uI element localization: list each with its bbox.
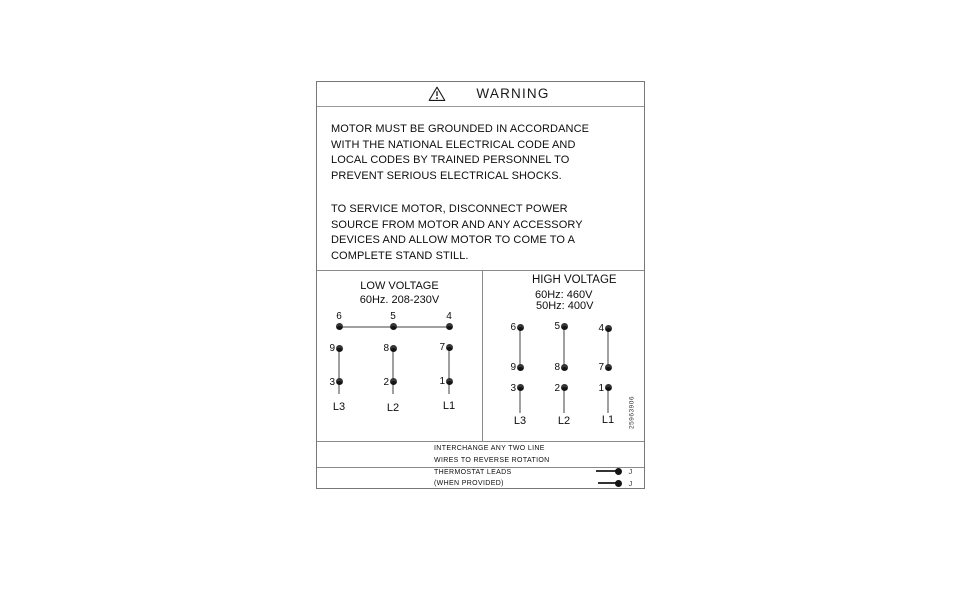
high-voltage-title: HIGH VOLTAGE (532, 274, 617, 286)
terminal-dot (561, 384, 568, 391)
paragraph-line: SOURCE FROM MOTOR AND ANY ACCESSORY (331, 218, 583, 231)
high-voltage-subtitle-60hz: 60Hz: 460V (535, 288, 593, 301)
terminal-number: 7 (598, 362, 604, 373)
paragraph-line: DEVICES AND ALLOW MOTOR TO COME TO A (331, 234, 576, 246)
wire-8-2-l2 (392, 348, 394, 394)
terminal-number: 6 (510, 322, 516, 333)
thermostat-leads-line2: (WHEN PROVIDED) (434, 479, 504, 487)
terminal-number: 7 (439, 342, 445, 353)
terminal-dot (517, 384, 524, 391)
footer-divider-1 (317, 441, 644, 442)
thermostat-leads-line1: THERMOSTAT LEADS (434, 469, 512, 476)
terminal-dot (517, 324, 524, 331)
thermostat-lead-label: J (628, 478, 633, 488)
warning-header (317, 82, 644, 107)
thermostat-lead-dot (615, 480, 622, 487)
line-label-l2: L2 (386, 401, 400, 414)
terminal-dot (605, 325, 612, 332)
wire-9-3-l3 (338, 348, 340, 394)
terminal-number: 1 (598, 382, 604, 394)
terminal-number: 3 (510, 382, 516, 394)
terminal-dot (390, 345, 397, 352)
line-label-l1: L1 (601, 413, 615, 426)
terminal-number: 4 (446, 311, 452, 322)
wire-4-7 (607, 327, 609, 367)
terminal-dot (446, 323, 453, 330)
terminal-number: 6 (336, 311, 342, 322)
line-label-l2: L2 (557, 415, 571, 427)
wire-5-8 (563, 327, 565, 367)
low-voltage-subtitle: 60Hz. 208-230V (359, 294, 440, 306)
terminal-number: 4 (598, 323, 604, 334)
footer-divider-2 (317, 467, 644, 468)
wire-6-9 (519, 327, 521, 367)
grounding-warning-paragraph (331, 122, 589, 184)
terminal-number: 1 (439, 376, 445, 387)
rotation-note-line2: WIRES TO REVERSE ROTATION (434, 456, 550, 464)
section-divider-vertical (482, 270, 483, 441)
terminal-dot (446, 344, 453, 351)
terminal-number: 9 (510, 362, 516, 373)
paragraph-line: LOCAL CODES BY TRAINED PERSONNEL TO (331, 154, 570, 166)
low-voltage-title: LOW VOLTAGE (360, 280, 439, 292)
paragraph-line: WITH THE NATIONAL ELECTRICAL CODE AND (331, 138, 576, 151)
terminal-dot (390, 323, 397, 330)
thermostat-lead-label: J (628, 466, 633, 476)
terminal-number: 2 (554, 382, 560, 394)
terminal-dot (605, 384, 612, 391)
terminal-dot (336, 378, 343, 385)
terminal-dot (446, 378, 453, 385)
line-label-l3: L3 (332, 401, 346, 413)
paragraph-line: PREVENT SERIOUS ELECTRICAL SHOCKS. (331, 169, 562, 182)
thermostat-lead-dot (615, 468, 622, 475)
terminal-dot (605, 364, 612, 371)
part-number: 25963906 (628, 396, 636, 429)
terminal-dot (390, 378, 397, 385)
high-voltage-subtitle-50hz: 50Hz: 400V (536, 299, 594, 312)
paragraph-line: MOTOR MUST BE GROUNDED IN ACCORDANCE (331, 123, 590, 135)
thermostat-lead-wire (596, 470, 616, 472)
terminal-number: 8 (383, 343, 389, 354)
warning-triangle-icon (428, 86, 446, 107)
paragraph-line: COMPLETE STAND STILL. (331, 249, 469, 262)
wire-7-1-l1 (448, 348, 450, 394)
rotation-note-line1: INTERCHANGE ANY TWO LINE (434, 444, 545, 452)
thermostat-lead-wire (598, 482, 616, 484)
motor-warning-label (316, 81, 645, 489)
terminal-number: 5 (554, 321, 560, 332)
terminal-number: 2 (383, 376, 389, 388)
warning-title: WARNING (476, 86, 550, 101)
service-warning-paragraph (331, 202, 583, 264)
terminal-dot (517, 364, 524, 371)
terminal-dot (561, 323, 568, 330)
line-label-l1: L1 (442, 399, 456, 412)
terminal-number: 5 (390, 311, 396, 322)
terminal-number: 9 (329, 343, 335, 354)
terminal-number: 8 (554, 362, 560, 373)
terminal-number: 3 (329, 376, 335, 388)
terminal-dot (336, 345, 343, 352)
line-label-l3: L3 (513, 415, 527, 427)
terminal-dot (561, 364, 568, 371)
section-divider-horizontal (317, 270, 644, 271)
terminal-dot (336, 323, 343, 330)
paragraph-line: TO SERVICE MOTOR, DISCONNECT POWER (331, 203, 568, 215)
